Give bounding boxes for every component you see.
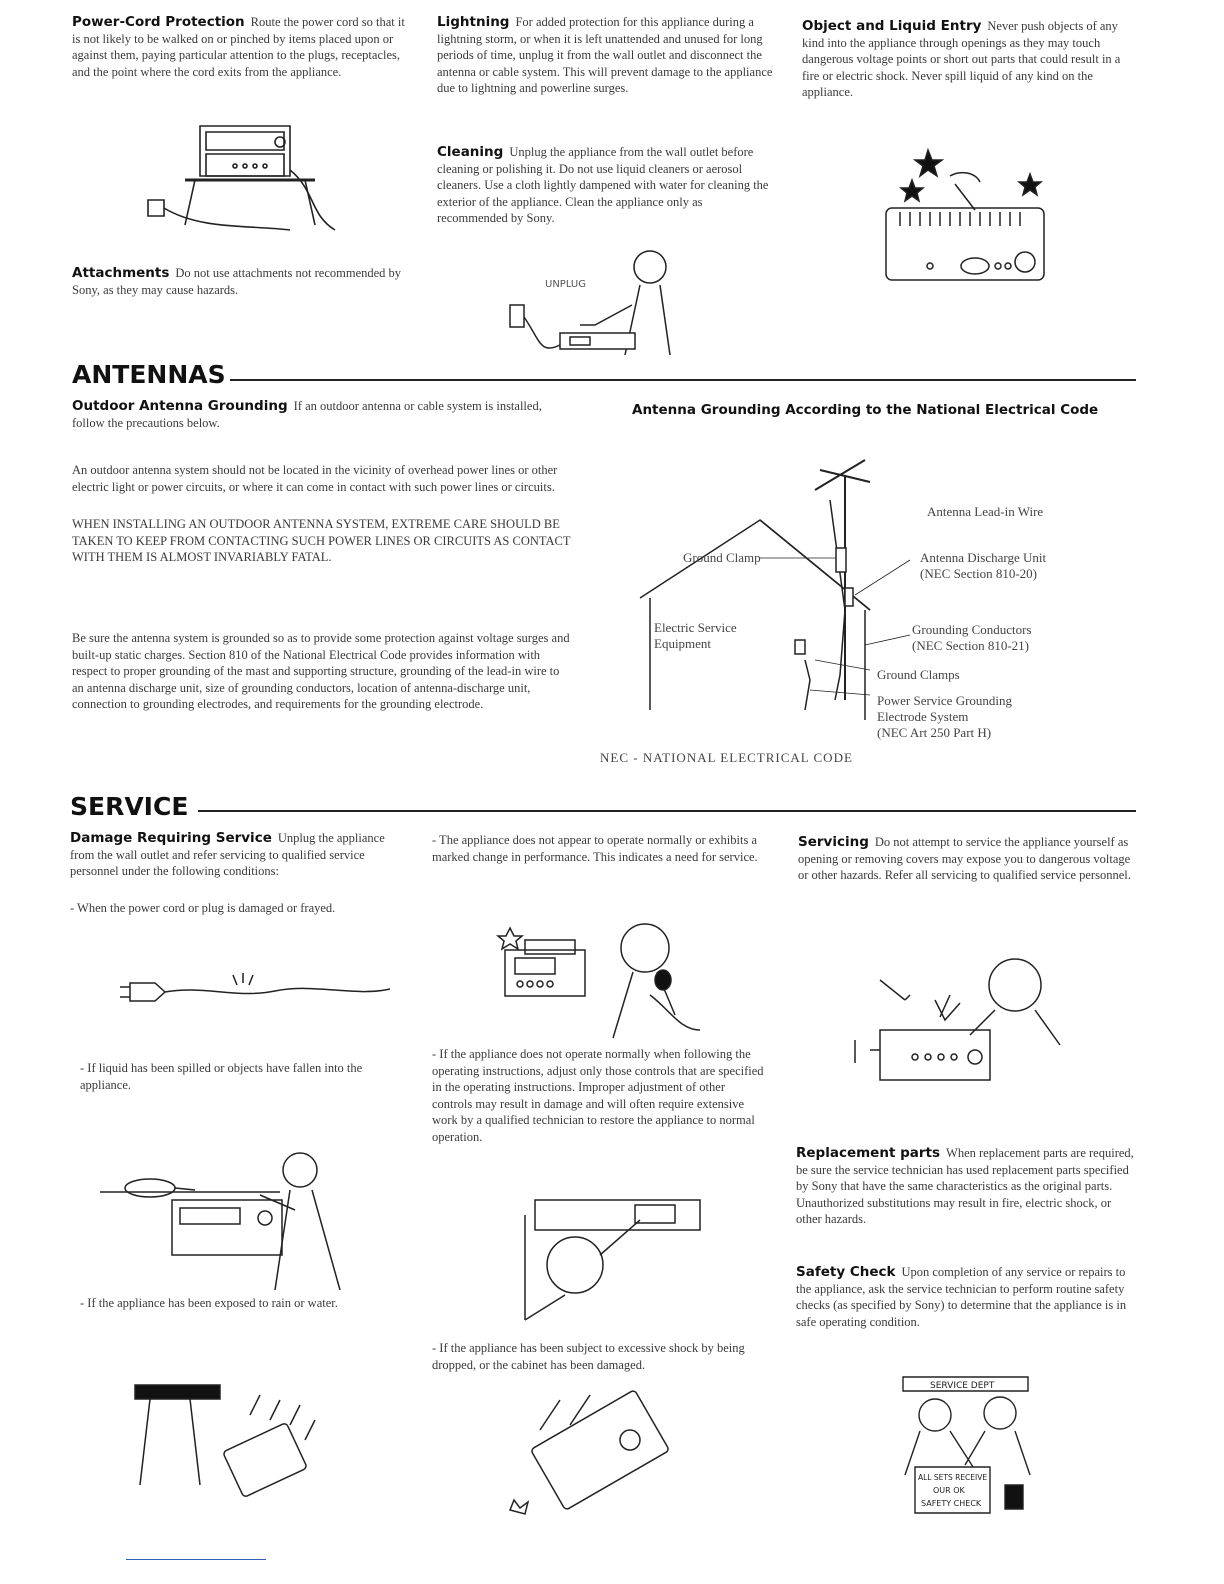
label-electrode-1: Power Service Grounding [877,693,1013,708]
adjust-controls-illustration [505,1195,705,1325]
attachments-heading: Attachments [72,265,170,281]
lightning [437,14,775,97]
label-electrode-2: Electrode System [877,709,969,724]
sign-line-1: ALL SETS RECEIVE [918,1473,988,1482]
antenna-para-2: WHEN INSTALLING AN OUTDOOR ANTENNA SYSTEM, EXTREME CARE SHOULD BE TAKEN TO KEEP FROM CONTACTING SUCH POWER LINES OR CIRCUITS AS CONTACT WITH THEM IS ALMOST INVARIABLY FATAL. [72,517,571,564]
grounding-text: If an outdoor antenna or cable system is installed, follow the precautions below. [72,399,542,430]
replacement-heading: Replacement parts [796,1145,941,1161]
attachments [72,265,406,298]
dropped-illustration [500,1390,680,1520]
unplug-label: UNPLUG [545,279,586,290]
object-liquid-heading: Object and Liquid Entry [802,18,982,34]
abnormal-illustration [485,920,715,1045]
power-cord-text: Route the power cord so that it is not likely to be walked on or pinched by items placed upon or against them, paying particular attention to the plugs, receptacles, and the point where the cord exits from the appliance. [72,15,405,79]
servicing-illustration [850,945,1080,1095]
object-liquid-entry [802,18,1132,101]
abnormal-operation: - The appliance does not appear to operate normally or exhibits a marked change in performance. This indicates a need for service. [432,833,758,864]
power-cord-heading: Power-Cord Protection [72,14,245,30]
service-rule [198,810,1136,812]
sign-service-dept: SERVICE DEPT [930,1381,995,1391]
damage-text: Unplug the appliance from the wall outlet and refer servicing to qualified service personnel under the following conditions: [70,831,385,878]
label-service-1: Electric Service [654,620,737,635]
rain-exposure: - If the appliance has been exposed to rain or water. [80,1296,338,1310]
damaged-cord-illustration [115,965,395,1015]
footer-rule [126,1559,266,1560]
servicing-text: Do not attempt to service the appliance yourself as opening or removing covers may expose you to dangerous voltage or other hazards. Refer all servicing to qualified service personnel. [798,835,1131,882]
diagram-title: Antenna Grounding According to the National Electrical Code [632,402,1099,418]
servicing [798,834,1133,884]
label-conductors-2: (NEC Section 810-21) [912,638,1029,653]
attachments-text: Do not use attachments not recommended by Sony, as they may cause hazards. [72,266,402,297]
label-ground-clamp: Ground Clamp [683,550,761,565]
damage-requiring-service [70,830,390,880]
label-ground-clamps: Ground Clamps [877,667,960,682]
label-discharge-1: Antenna Discharge Unit [920,550,1047,565]
replacement-parts [796,1145,1136,1228]
cleaning [437,144,775,227]
service-dept-illustration [895,1375,1035,1520]
power-cord-protection [72,14,406,80]
not-operating-normally: - If the appliance does not operate normally when following the operating instructions, adjust only those controls that are specified in the operating instructions. Improper adjustment of other controls may result in damage and will often require extensive work by a qualified technician to restore the appliance to normal operation. [432,1047,764,1144]
power-cord-illustration [140,120,340,240]
safety-check-text: Upon completion of any service or repairs to the appliance, ask the service technician to perform routine safety checks (as specified by Sony) to determine that the appliance is in safe operating condition. [796,1265,1127,1329]
liquid-spill-illustration [100,1150,360,1300]
safety-check [796,1264,1136,1330]
label-lead-in: Antenna Lead-in Wire [927,504,1044,519]
nec-footnote: NEC - NATIONAL ELECTRICAL CODE [600,750,853,765]
cleaning-heading: Cleaning [437,144,504,160]
servicing-heading: Servicing [798,834,869,850]
antennas-rule [230,379,1136,381]
dropped-appliance: - If the appliance has been subject to excessive shock by being dropped, or the cabinet has been damaged. [432,1341,745,1372]
cleaning-text: Unplug the appliance from the wall outlet before cleaning or polishing it. Do not use liquid cleaners or aerosol cleaners. Use a cloth lightly dampened with water for cleaning the exterior of the appliance. Clean the appliance only as recommended by Sony. [437,145,769,225]
replacement-text: When replacement parts are required, be sure the service technician has used replacement parts specified by Sony that have the same characteristics as the original parts. Unauthorized substitutions may result in fire, electric shock, or other hazards. [796,1146,1134,1226]
object-liquid-text: Never push objects of any kind into the appliance through openings as they may touch dangerous voltage points or short out parts that could result in a fire or electric shock. Never spill liquid of any kind on the appliance. [802,19,1121,99]
antennas-title: ANTENNAS [72,360,226,389]
label-electrode-3: (NEC Art 250 Part H) [877,725,992,740]
sign-line-2: OUR OK [933,1486,965,1495]
outdoor-antenna-grounding [72,398,572,431]
sign-line-3: SAFETY CHECK [921,1499,982,1508]
antenna-para-1: An outdoor antenna system should not be located in the vicinity of overhead power lines or other electric light or power circuits, or where it can come in contact with such power lines or circuits. [72,463,558,494]
label-service-2: Equipment [654,636,712,651]
lightning-text: For added protection for this appliance during a lightning storm, or when it is left unattended and unused for long periods of time, unplug it from the wall outlet and disconnect the antenna or cable system. This will prevent damage to the appliance due to lightning and powerline surges. [437,15,773,95]
liquid-spilled: - If liquid has been spilled or objects have fallen into the appliance. [80,1061,363,1092]
cord-damaged: - When the power cord or plug is damaged or frayed. [70,901,336,915]
label-conductors-1: Grounding Conductors [912,622,1032,637]
lightning-heading: Lightning [437,14,510,30]
rain-illustration [130,1375,330,1505]
cleaning-illustration [500,245,690,360]
damage-heading: Damage Requiring Service [70,830,272,846]
label-discharge-unit [920,550,1046,582]
safety-check-heading: Safety Check [796,1264,896,1280]
label-grounding-electrode [877,693,1012,741]
label-grounding-conductors [912,622,1032,654]
label-service-equipment [654,620,737,652]
antenna-para-3: Be sure the antenna system is grounded so as to provide some protection against voltage surges and built-up static charges. Section 810 of the National Electrical Code provides information with respect to proper grounding of the mast and supporting structure, grounding of the lead-in wire to an antenna discharge unit, size of grounding conductors, location of antenna-discharge unit, connection to grounding electrodes, and requirements for the grounding electrode. [72,631,570,711]
grounding-heading: Outdoor Antenna Grounding [72,398,288,414]
service-title: SERVICE [70,792,189,821]
label-discharge-2: (NEC Section 810-20) [920,566,1037,581]
object-entry-illustration [880,140,1050,290]
